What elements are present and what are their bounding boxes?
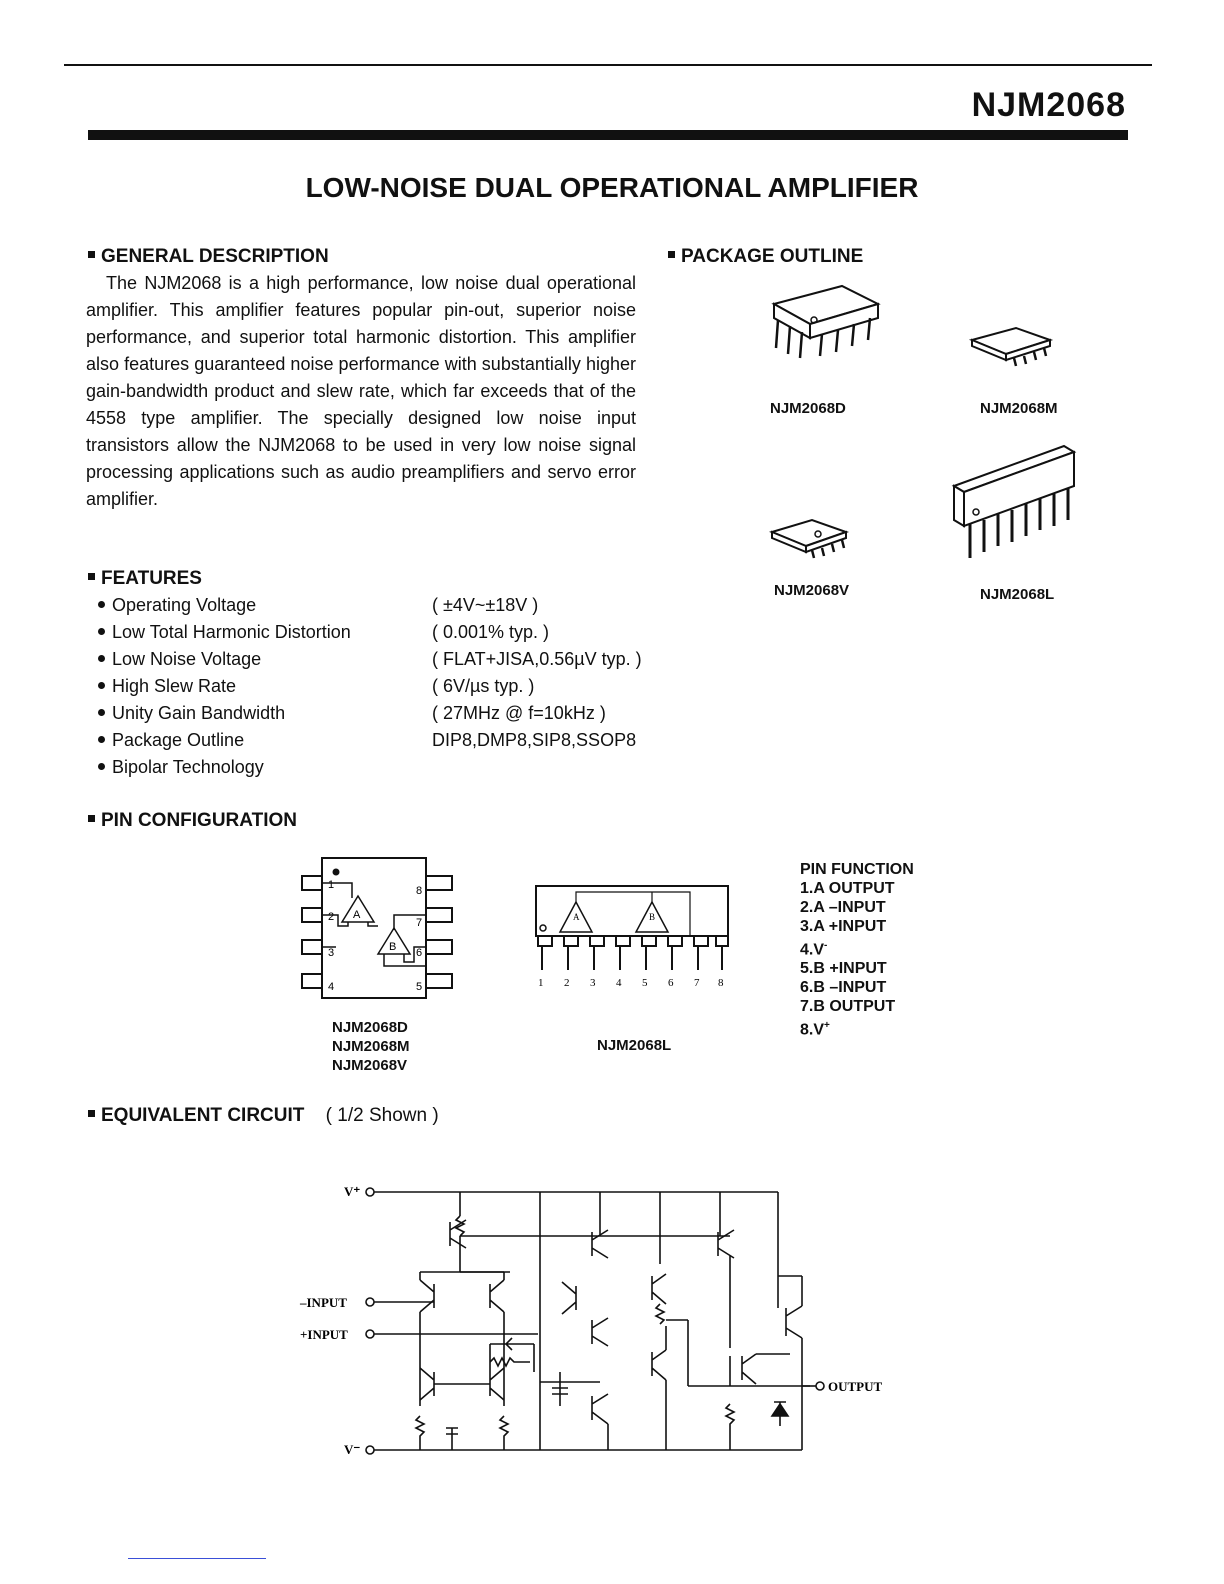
feature-value: ( ±4V~±18V ) bbox=[432, 595, 539, 615]
sip-amp-a-label: A bbox=[573, 912, 580, 922]
dmp8-package-illustration bbox=[966, 322, 1066, 372]
square-bullet-icon bbox=[88, 815, 95, 822]
pin-function-item: 5.B +INPUT bbox=[800, 960, 887, 978]
feature-item: Low Total Harmonic Distortion bbox=[98, 622, 351, 643]
pin-function-item: 4.V- bbox=[800, 940, 828, 959]
bullet-icon bbox=[98, 628, 105, 635]
pin-configuration-heading: PIN CONFIGURATION bbox=[88, 810, 297, 832]
equivalent-circuit-note: ( 1/2 Shown ) bbox=[325, 1105, 439, 1126]
minus-input-label: –INPUT bbox=[300, 1295, 347, 1310]
sip-pin-2: 2 bbox=[564, 977, 570, 989]
bullet-icon bbox=[98, 736, 105, 743]
sip-pin-5: 5 bbox=[642, 977, 648, 989]
dip8-pin-diagram bbox=[296, 856, 462, 1002]
sip-pin-4: 4 bbox=[616, 977, 622, 989]
bullet-icon bbox=[98, 655, 105, 662]
feature-value: ( 0.001% typ. ) bbox=[432, 622, 550, 642]
square-bullet-icon bbox=[88, 1110, 95, 1117]
sip8-pin-diagram bbox=[530, 880, 736, 994]
package-label-d: NJM2068D bbox=[770, 400, 846, 417]
square-bullet-icon bbox=[88, 251, 95, 258]
square-bullet-icon bbox=[88, 573, 95, 580]
pin-function-item: 1.A OUTPUT bbox=[800, 880, 895, 897]
sip-pin-6: 6 bbox=[668, 977, 674, 989]
pin-function-item: 3.A +INPUT bbox=[800, 918, 887, 935]
header-thick-rule bbox=[88, 130, 1128, 140]
header-rule bbox=[64, 64, 1152, 66]
dip-pin-2: 2 bbox=[328, 911, 335, 923]
equivalent-circuit-heading: EQUIVALENT CIRCUIT ( 1/2 Shown ) bbox=[88, 1105, 439, 1127]
sip-pin-1: 1 bbox=[538, 977, 544, 989]
sip-pin-3: 3 bbox=[590, 977, 596, 989]
general-description-text: The NJM2068 is a high performance, low noise dual operational amplifier. This amplifier features popular pin-out, superior noise performance, and superior total harmonic distortion. This amplifier also features guaranteed noise performance with substantially higher gain-bandwidth product and slew rate, which far exceeds that of the 4558 type amplifier. The specially designed low noise input transistors allow the NJM2068 to be used in very low noise signal processing applications such as audio preamplifiers and servo error amplifier. bbox=[86, 273, 636, 509]
amp-b-label: B bbox=[389, 941, 397, 953]
feature-item: Unity Gain Bandwidth bbox=[98, 703, 285, 724]
sip8-package-illustration bbox=[946, 440, 1080, 566]
package-label-m: NJM2068M bbox=[980, 400, 1058, 417]
plus-input-label: +INPUT bbox=[300, 1327, 348, 1342]
feature-value: ( 27MHz @ f=10kHz ) bbox=[432, 703, 606, 723]
sip-amp-b-label: B bbox=[649, 912, 656, 922]
ssop8-package-illustration bbox=[766, 514, 866, 564]
pin-function-item: 2.A –INPUT bbox=[800, 899, 886, 916]
bullet-icon bbox=[98, 682, 105, 689]
sip-package-label: NJM2068L bbox=[597, 1037, 672, 1054]
dip-pin-7: 7 bbox=[416, 917, 423, 929]
pin-function-item: 7.B OUTPUT bbox=[800, 998, 896, 1016]
equivalent-circuit-schematic bbox=[290, 1176, 910, 1476]
dip-pin-6: 6 bbox=[416, 947, 423, 959]
dip-pin-8: 8 bbox=[416, 885, 423, 897]
dip-pin-1: 1 bbox=[328, 879, 335, 891]
square-bullet-icon bbox=[668, 251, 675, 258]
feature-item: Operating Voltage bbox=[98, 595, 256, 616]
bullet-icon bbox=[98, 763, 105, 770]
feature-item: Package Outline bbox=[98, 730, 244, 751]
part-number: NJM2068 bbox=[971, 86, 1126, 124]
feature-value: ( 6V/µs typ. ) bbox=[432, 676, 535, 696]
features-heading: FEATURES bbox=[88, 568, 202, 590]
pin-function-item: 6.B –INPUT bbox=[800, 979, 887, 997]
sip-pin-8: 8 bbox=[718, 977, 724, 989]
package-label-v: NJM2068V bbox=[774, 582, 850, 599]
dip-pin-4: 4 bbox=[328, 981, 335, 993]
footer-link-underline bbox=[128, 1558, 266, 1559]
package-outline-heading: PACKAGE OUTLINE bbox=[668, 246, 863, 268]
output-label: OUTPUT bbox=[828, 1379, 883, 1394]
pin-function-title: PIN FUNCTION bbox=[800, 861, 914, 878]
bullet-icon bbox=[98, 601, 105, 608]
vminus-label: V⁻ bbox=[344, 1442, 361, 1457]
vplus-label: V⁺ bbox=[344, 1184, 361, 1199]
bullet-icon bbox=[98, 709, 105, 716]
dip-pin-5: 5 bbox=[416, 981, 423, 993]
feature-item: Bipolar Technology bbox=[98, 757, 264, 778]
dip-package-labels: NJM2068D NJM2068M NJM2068V bbox=[332, 1019, 410, 1074]
dip-pin-3: 3 bbox=[328, 947, 335, 959]
sip-pin-7: 7 bbox=[694, 977, 700, 989]
dip8-package-illustration bbox=[760, 282, 890, 362]
feature-value: ( FLAT+JISA,0.56µV typ. ) bbox=[432, 649, 642, 669]
general-description-heading: GENERAL DESCRIPTION bbox=[88, 246, 329, 268]
feature-item: Low Noise Voltage bbox=[98, 649, 261, 670]
package-label-l: NJM2068L bbox=[980, 586, 1055, 603]
feature-value: DIP8,DMP8,SIP8,SSOP8 bbox=[432, 730, 637, 750]
pin-function-list bbox=[800, 860, 914, 1040]
page-title: LOW-NOISE DUAL OPERATIONAL AMPLIFIER bbox=[305, 172, 919, 203]
pin-function-item: 8.V+ bbox=[800, 1020, 830, 1039]
amp-a-label: A bbox=[353, 909, 361, 921]
feature-item: High Slew Rate bbox=[98, 676, 236, 697]
